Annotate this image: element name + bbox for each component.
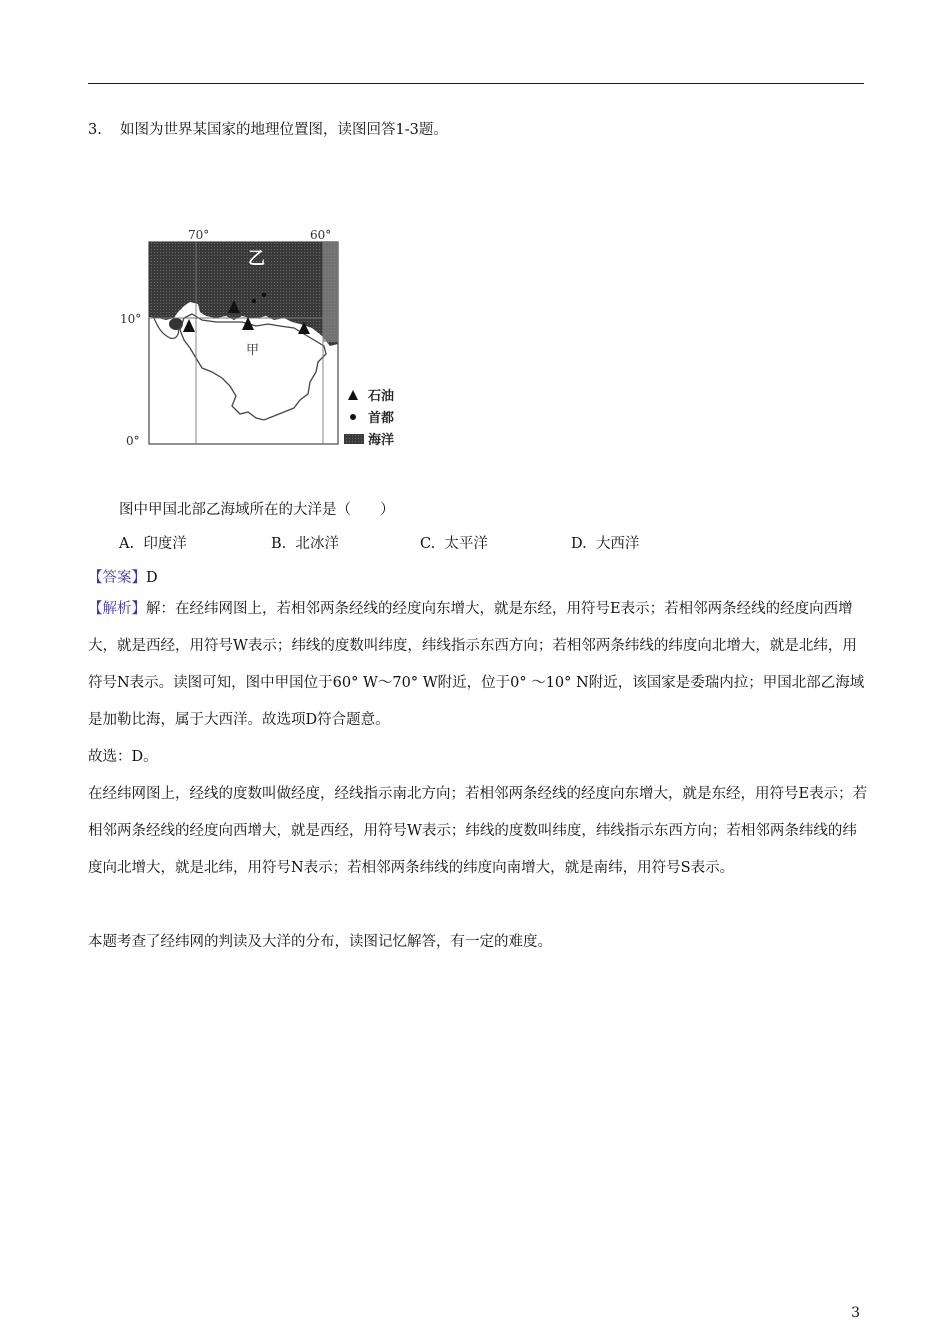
option-c-text: 太平洋 xyxy=(444,536,488,552)
lat-label-0: 0° xyxy=(126,434,140,448)
option-d[interactable] xyxy=(571,532,639,553)
option-a-text: 印度洋 xyxy=(143,536,187,552)
option-b[interactable] xyxy=(271,532,339,553)
option-a-label: A. xyxy=(119,536,135,552)
analysis-tag: 【解析】 xyxy=(88,601,146,617)
option-d-label: D. xyxy=(571,536,587,552)
notes-paragraph: 在经纬网图上，经线的度数叫做经度，经线指示南北方向；若相邻两条经线的经度向东增大，就是东经，用符号E表示；若相邻两条经线的经度向西增大，就是西经，用符号W表示；纬线的度数叫纬度，纬线指示东西方向；若相邻两条纬线的纬度向北增大，就是北纬，用符号N表示；若相邻两条纬线的纬度向南增大，就是南纬，用符号S表示。 xyxy=(88,786,868,876)
answer-tag: 【答案】 xyxy=(88,570,146,586)
option-c[interactable] xyxy=(420,532,488,553)
country-label: 甲 xyxy=(246,343,260,358)
legend-ocean-label: 海洋 xyxy=(368,433,395,448)
option-a[interactable] xyxy=(119,532,187,553)
lat-label-10: 10° xyxy=(120,312,142,326)
lon-label-60: 60° xyxy=(310,228,332,242)
question-intro-text: 如图为世界某国家的地理位置图，读图回答1-3题。 xyxy=(120,122,448,138)
question-number: 3. xyxy=(88,122,102,138)
capital-dot-icon xyxy=(252,299,256,303)
question-intro xyxy=(88,118,448,139)
conclusion-line: 故选：D。 xyxy=(88,749,158,765)
location-map xyxy=(118,222,418,462)
ocean-swatch-icon xyxy=(344,434,364,444)
answer-value: D xyxy=(146,570,158,586)
option-c-label: C. xyxy=(420,536,436,552)
summary-line: 本题考查了经纬网的判读及大洋的分布，读图记忆解答，有一定的难度。 xyxy=(88,934,552,950)
option-b-text: 北冰洋 xyxy=(295,536,339,552)
option-b-label: B. xyxy=(271,536,287,552)
sea-label: 乙 xyxy=(248,249,265,269)
legend-capital-label: 首都 xyxy=(368,411,395,426)
analysis-text: 解：在经纬网图上，若相邻两条经线的经度向东增大，就是东经，用符号E表示；若相邻两条经线的经度向西增大，就是西经，用符号W表示；纬线的度数叫纬度，纬线指示东西方向；若相邻两条纬线的纬度向北增大，就是北纬，用符号N表示。读图可知，图中甲国位于60° W～70° W附近，位于0° ～10° N附近，该国家是委瑞内拉；甲国北部乙海域是加勒比海，属于大西洋。故选项D符合题意。 xyxy=(88,601,865,728)
capital-dot-icon xyxy=(350,414,356,420)
sub-question: 图中甲国北部乙海域所在的大洋是（ ） xyxy=(119,502,395,518)
oil-field-icon xyxy=(348,390,358,400)
page-number: 3 xyxy=(851,1305,860,1321)
lon-label-70: 70° xyxy=(188,228,210,242)
analysis-paragraph xyxy=(88,591,868,739)
legend-oil-label: 石油 xyxy=(368,389,395,404)
capital-dot-icon xyxy=(262,293,266,297)
header-rule xyxy=(88,83,864,84)
option-d-text: 大西洋 xyxy=(595,536,640,552)
